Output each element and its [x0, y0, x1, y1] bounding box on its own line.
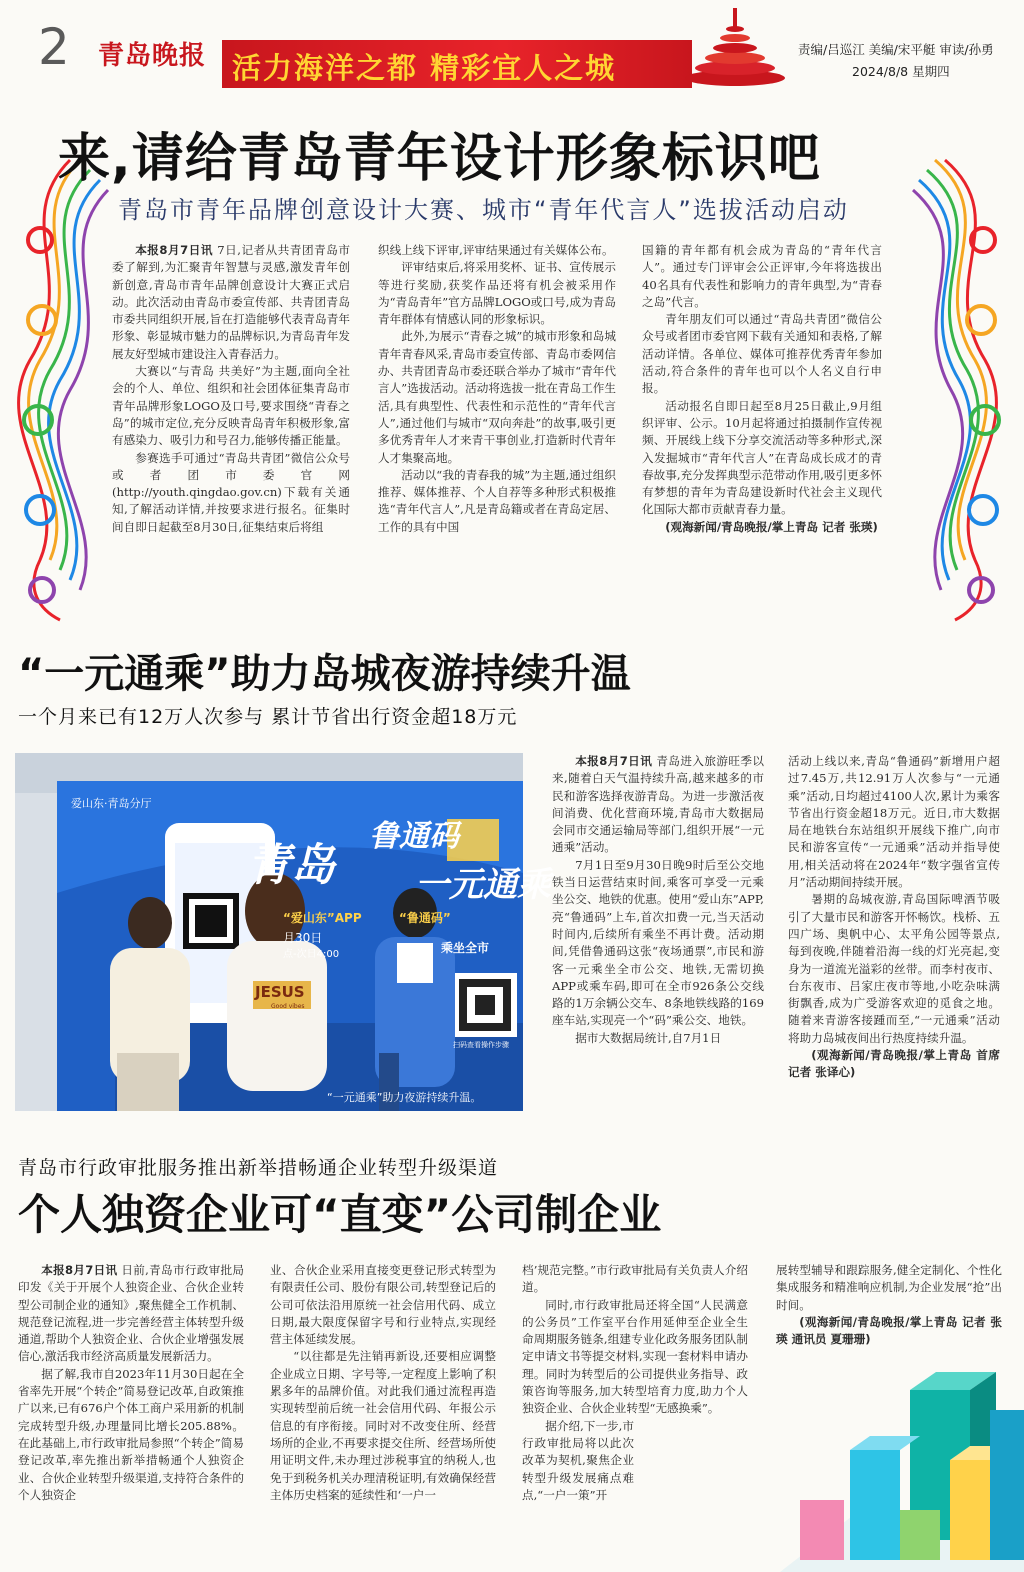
poster-cta: 扫码查看操作步骤 [453, 1041, 509, 1049]
article1-headline: 来,请给青岛青年设计形象标识吧 [58, 129, 821, 189]
decorative-cubes [700, 1350, 1024, 1572]
paragraph: 日前,青岛市行政审批局印发《关于开展个人独资企业、合伙企业转型公司制企业的通知》,聚焦健全工作机制、规范登记流程,进一步完善经营主体转型升级通道,帮助个人独资企业、合伙企业增强发展信心,激活我市经济高质量发展新活力。 [18, 1263, 245, 1364]
paragraph: 展转型辅导和跟踪服务,健全定制化、个性化集成服务和精准响应机制,为企业发展“抢”出时间。 [776, 1263, 1002, 1312]
shirt-print-sub: Good vibes [271, 1003, 305, 1010]
paragraph: 业、合伙企业采用直接变更登记形式转型为有限责任公司、股份有限公司,转型登记后的公司可依法沿用原统一社会信用代码、成立日期,最大限度保留字号和行业特点,实现经营主体延续发展。 [270, 1263, 496, 1347]
paragraph: “以往都是先注销再新设,还要相应调整企业成立日期、字号等,一定程度上影响了积累多年的品牌价值。对此我们通过流程再造实现转型前后统一社会信用代码、年报公示信息的有序衔接。同时对不改变住所、经营场所的企业,不再要求提交住所、经营场所使用证明文件,未办理过涉税事宜的纳税人,也免于到税务机关办理清税证明,有效确保经营主体历史档案的延续性和‘一户一 [270, 1349, 496, 1502]
poster-ride: 乘坐全市 [441, 941, 490, 955]
editors-line: 责编/吕巡江 美编/宋平艇 审读/孙勇 [798, 42, 994, 57]
article1-column-1 [112, 242, 350, 536]
article1-column-3 [642, 242, 882, 536]
paragraph: 7月1日至9月30日晚9时后至公交地铁当日运营结束时间,乘客可享受一元乘坐公交、地铁的优惠。使用“爱山东”APP,亮“鲁通码”上车,首次扣费一元,当天活动时间内,后续所有乘坐不再计费。活动期间,凭借鲁通码这张“夜场通票”,市民和游客一元乘坐全市公交、地铁,无需切换APP或乘车码,即可在全市926条公交线路的1万余辆公交车、8条地铁线路的169座车站,实现亮一个“码”乘公交、地铁。 [552, 857, 764, 1028]
tower-icon [680, 4, 790, 90]
poster-city: 青岛 [247, 840, 335, 891]
dateline: 本报8月7日讯 [135, 243, 213, 257]
news-photo [15, 753, 551, 1111]
article3-credit: (观海新闻/青岛晚报/掌上青岛 记者 张瑛 通讯员 夏珊珊) [776, 1314, 1002, 1347]
article2-subheadline: 一个月来已有12万人次参与 累计节省出行资金超18万元 [18, 706, 518, 728]
article3-headline: 个人独资企业可“直变”公司制企业 [18, 1190, 662, 1239]
page-number: 2 [38, 18, 70, 76]
left-rainbow-swirl [0, 160, 120, 620]
poster-code-tag: “鲁通码” [399, 911, 451, 925]
paragraph: 活动上线以来,青岛“鲁通码”新增用户超过7.45万,共12.91万人次参与“一元通乘”活动,日均超过4100人次,累计为乘客节省出行资金超18万元。近日,市大数据局在地铁台东站组织开展线下推广,向市民和游客宣传“一元通乘”活动并指导使用,相关活动将在2024年“数字强省宣传月”活动期间持续开展。 [788, 754, 1000, 890]
paragraph: 评审结束后,将采用奖杯、证书、宣传展示等进行奖励,获奖作品还将有机会被采用作为“青岛青年”官方品牌LOGO或口号,成为青岛青年群体有情感认同的形象标识。 [378, 260, 616, 327]
poster-brand: 爱山东·青岛分厅 [71, 797, 152, 810]
poster-code: 鲁通码 [369, 819, 459, 854]
poster-slogan: 一元通乘 [415, 865, 551, 905]
article3-column-1 [18, 1262, 244, 1504]
paragraph: 青岛进入旅游旺季以来,随着白天气温持续升高,越来越多的市民和游客选择夜游青岛。为进一步激活夜间消费、优化营商环境,青岛市大数据局会同市交通运输局等部门,组织开展“一元通乘”活动。 [552, 754, 764, 855]
paragraph: 7日,记者从共青团青岛市委了解到,为汇聚青年智慧与灵感,激发青年创新创意,青岛市青年品牌创意设计大赛正式启动。此次活动由青岛市委宣传部、共青团青岛市委共同组织开展,旨在打造能够代表青岛青年形象、彰显城市魅力的品牌标识,为青岛青年发展友好型城市建设注入青春活力。 [112, 243, 351, 361]
article3-kicker: 青岛市行政审批服务推出新举措畅通企业转型升级渠道 [18, 1157, 499, 1179]
poster-time: 点-次日4:00 [283, 949, 340, 960]
paragraph: 同时,市行政审批局还将全国“人民满意的公务员”工作室平台作用延伸至企业全生命周期服务链条,组建专业化政务服务团队制定申请文书等提交材料,实现一套材料申请办理。同时为转型后的公司提供业务指导、政策咨询等服务,加大转型培育力度,助力个人独资企业、合伙企业转型“无感换乘”。 [522, 1297, 748, 1416]
paragraph: 暑期的岛城夜游,青岛国际啤酒节吸引了大量市民和游客开怀畅饮。栈桥、五四广场、奥帆中心、太平角公园等景点,每到夜晚,伴随着沿海一线的灯光亮起,变身为一道流光溢彩的丝带。而李村夜市、台东夜市、吕家庄夜市等地,小吃杂味满街飘香,成为广受游客欢迎的觅食之地。随着来青游客接踵而至,“一元通乘”活动将助力岛城夜间出行热度持续升温。 [788, 892, 1000, 1045]
paragraph: 活动以“我的青春我的城”为主题,通过组织推荐、媒体推荐、个人自荐等多种形式积极推选“青年代言人”,凡是青岛籍或者在青岛定居、工作的具有中国 [378, 467, 616, 534]
poster-app: “爱山东”APP [283, 911, 362, 925]
article2-column-1 [552, 753, 764, 1047]
banner-slogan: 活力海洋之都 精彩宜人之城 [232, 51, 617, 85]
paragraph: 大赛以“与青岛 共美好”为主题,面向全社会的个人、单位、组织和社会团体征集青岛市青年品牌形象LOGO及口号,要求围绕“青春之岛”的城市定位,充分反映青岛青年积极形象,富有感染力、吸引力和号召力,能够传播正能量。 [112, 364, 350, 448]
article2-column-2 [788, 753, 1000, 1082]
photo-caption: “一元通乘”助力夜游持续升温。 [327, 1091, 482, 1104]
dateline: 本报8月7日讯 [41, 1263, 118, 1277]
paragraph: 参赛选手可通过“青岛共青团”微信公众号或者团市委官网(http://youth.qingdao.gov.cn)下载有关通知,了解活动详情,并按要求进行报名。征集时间自即日起截至8月30日,征集结束后将组 [112, 450, 350, 534]
article1-column-2 [378, 242, 616, 536]
paragraph: 档’规范完整。”市行政审批局有关负责人介绍道。 [522, 1263, 748, 1295]
shirt-print: JESUS [255, 983, 305, 1001]
paragraph: 国籍的青年都有机会成为青岛的“青年代言人”。通过专门评审会公正评审,今年将选拔出40名具有代表性和影响力的青年典型,为“青春之岛”代言。 [642, 243, 882, 309]
paragraph: 据了解,我市自2023年11月30日起在全省率先开展“个转企”简易登记改革,自政策推广以来,已有676户个体工商户采用新的机制完成转型升级,办理量同比增长205.88%。在此基础上,市行政审批局参照“个转企”简易登记改革,率先推出新举措畅通个人独资企业、合伙企业转型升级渠道,支持符合条件的个人独资企 [18, 1366, 244, 1502]
article3-column-4 [776, 1262, 1002, 1348]
poster-date: 月30日 [283, 931, 323, 945]
article1-subheadline: 青岛市青年品牌创意设计大赛、城市“青年代言人”选拔活动启动 [118, 196, 849, 224]
paragraph: 据介绍,下一步,市行政审批局将以此次改革为契机,聚焦企业转型升级发展痛点难点,“一户一策”开 [522, 1418, 634, 1502]
paragraph: 此外,为展示“青春之城”的城市形象和岛城青年青春风采,青岛市委宣传部、青岛市委网信办、共青团青岛市委还联合举办了城市“青年代言人”选拔活动。活动将选拔一批在青岛工作生活,具有典型性、代表性和示范性的“青年代言人”,通过他们与城市“双向奔赴”的故事,吸引更多优秀青年人才来青干事创业,打造新时代青年人才集聚高地。 [378, 329, 616, 465]
paragraph: 活动报名自即日起至8月25日截止,9月组织评审、公示。10月起将通过拍摄制作宣传视频、开展线上线下分享交流活动等多种形式,深入发掘城市“青年代言人”在青岛成长成才的青春故事,充分发挥典型示范带动作用,吸引更多怀有梦想的青年为青岛建设新时代社会主义现代化国际大都市贡献青春力量。 [642, 398, 882, 517]
right-rainbow-swirl [905, 160, 1024, 620]
publication-date: 2024/8/8 星期四 [852, 64, 950, 79]
dateline: 本报8月7日讯 [575, 754, 653, 768]
article1-credit: (观海新闻/青岛晚报/掌上青岛 记者 张瑛) [665, 519, 878, 534]
article3-column-3 [522, 1262, 748, 1504]
paragraph: 织线上线下评审,评审结果通过有关媒体公布。 [378, 243, 614, 257]
paragraph: 青年朋友们可以通过“青岛共青团”微信公众号或者团市委官网下载有关通知和表格,了解活动详情。各单位、媒体可推荐优秀青年参加活动,符合条件的青年也可以个人名义自行申报。 [642, 312, 882, 396]
article2-credit: (观海新闻/青岛晚报/掌上青岛 首席记者 张译心) [788, 1048, 1000, 1080]
paragraph: 据市大数据局统计,自7月1日 [575, 1030, 722, 1045]
article2-headline: “一元通乘”助力岛城夜游持续升温 [18, 651, 631, 697]
newspaper-logo: 青岛晚报 [98, 41, 207, 71]
article3-column-2 [270, 1262, 496, 1504]
